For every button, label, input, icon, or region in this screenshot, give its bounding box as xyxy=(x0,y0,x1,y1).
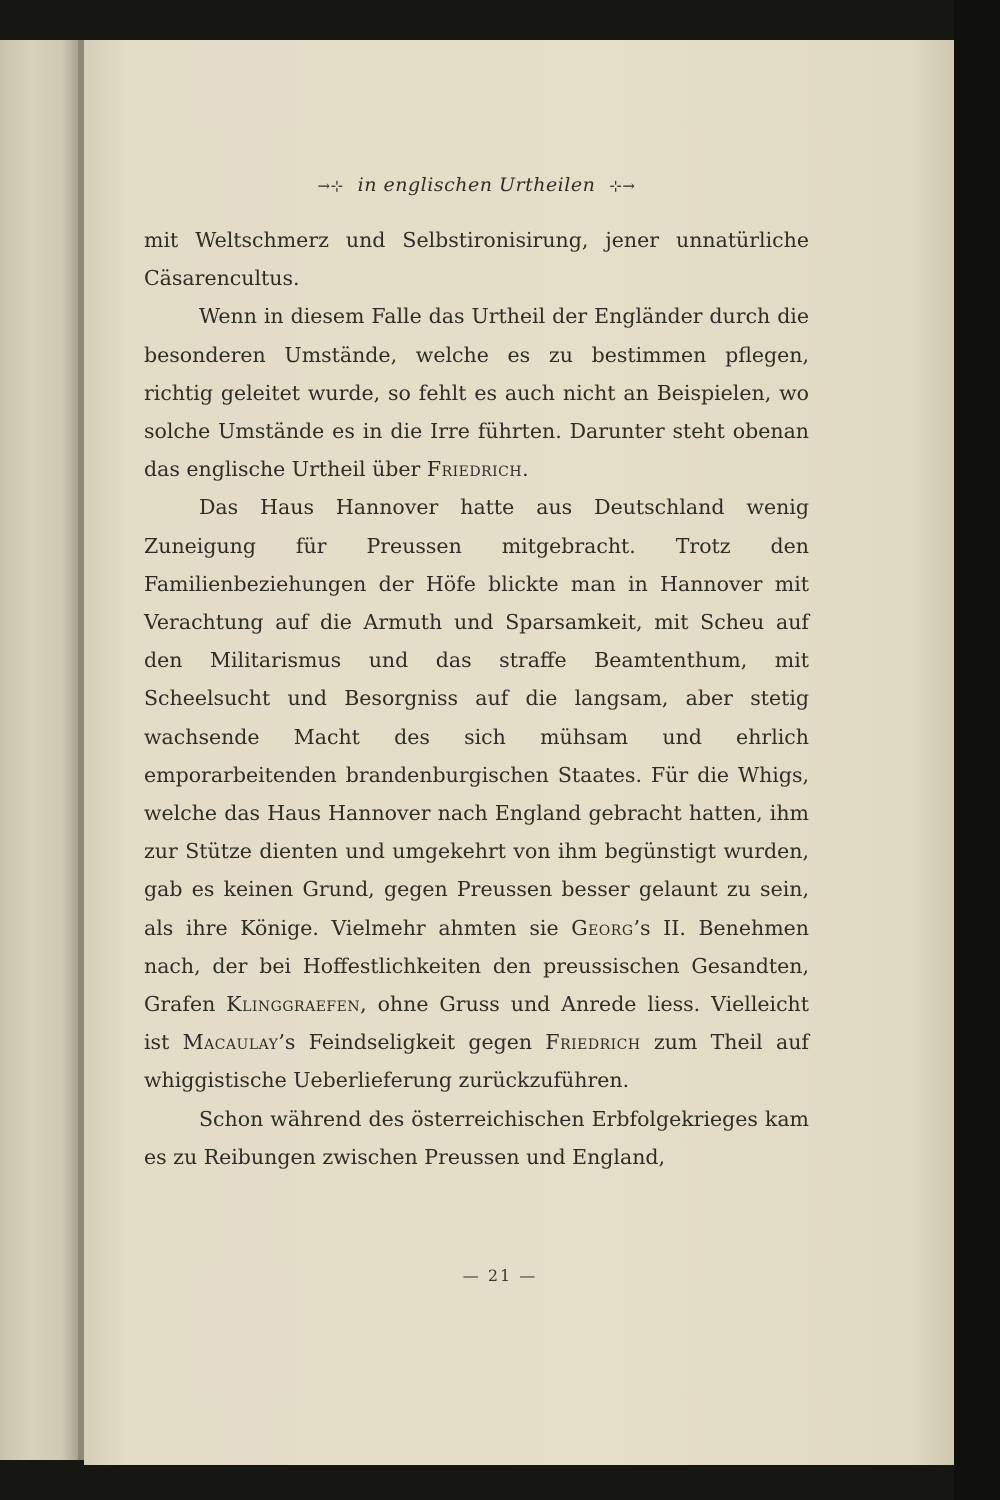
name-georg: Georg xyxy=(571,915,634,940)
paragraph-2 xyxy=(144,297,809,488)
paragraph-3-seg4: ’s Feindseligkeit gegen xyxy=(278,1030,546,1055)
scan-background-right xyxy=(954,0,1000,1500)
page-number: — 21 — xyxy=(462,1266,538,1285)
paragraph-1: mit Weltschmerz und Selbstironisirung, jener unnatürliche Cäsarencultus. xyxy=(144,228,809,291)
previous-page-edge xyxy=(0,40,78,1460)
paragraph-4: Schon während des österreichischen Erbfolgekrieges kam es zu Reibungen zwischen Preussen und England, xyxy=(144,1106,809,1169)
paragraph-3-seg3: , ohne Gruss und Anrede liess. Vielleicht ist xyxy=(144,992,809,1055)
paragraph-2-text: Wenn in diesem Falle das Urtheil der Engländer durch die besonderen Umstände, welche es zu bestimmen pflegen, richtig geleitet wurde, so fehlt es auch nicht an Beispielen, wo solche Umstände es in die Irre führten. Darunter steht obenan das englische Urtheil über xyxy=(144,304,809,482)
paragraph-3-seg1: Das Haus Hannover hatte aus Deutschland wenig Zuneigung für Preussen mitgebracht. Trotz den Familienbeziehungen der Höfe blickte man in Hannover mit Verachtung auf die Armuth und Sparsamkeit, mit Scheu auf den Militarismus und das straffe Beamtenthum, mit Scheelsucht und Besorgniss auf die langsam, aber stetig wachsende Macht des sich mühsam und ehrlich emporarbeitenden brandenburgischen Staates. Für die Whigs, welche das Haus Hannover nach England gebracht hatten, ihm zur Stütze dienten und umgekehrt von ihm begünstigt wurden, gab es keinen Grund, gegen Preussen besser gelaunt zu sein, als ihre Könige. Vielmehr ahmten sie xyxy=(144,495,809,940)
right-ornament-icon: ⊹→ xyxy=(609,177,636,195)
paragraph-3 xyxy=(144,488,809,1099)
running-head-title: in englischen Urtheilen xyxy=(357,174,596,196)
paragraph-3-seg5: zum Theil auf whiggistische Ueberlieferung zurückzuführen. xyxy=(144,1030,809,1093)
paragraph-2-end: . xyxy=(522,457,529,482)
left-ornament-icon: →⊹ xyxy=(317,177,344,195)
page-content xyxy=(144,170,809,1176)
name-klinggraefen: Klinggraefen xyxy=(226,992,361,1017)
paragraph-3-seg2: ’s II. Benehmen nach, der bei Hoffestlichkeiten den preussischen Gesandten, Grafen xyxy=(144,915,809,1017)
name-friedrich-2: Friedrich xyxy=(545,1030,641,1055)
name-macaulay: Macaulay xyxy=(182,1030,279,1055)
running-head xyxy=(144,170,809,201)
name-friedrich: Friedrich xyxy=(426,457,523,482)
